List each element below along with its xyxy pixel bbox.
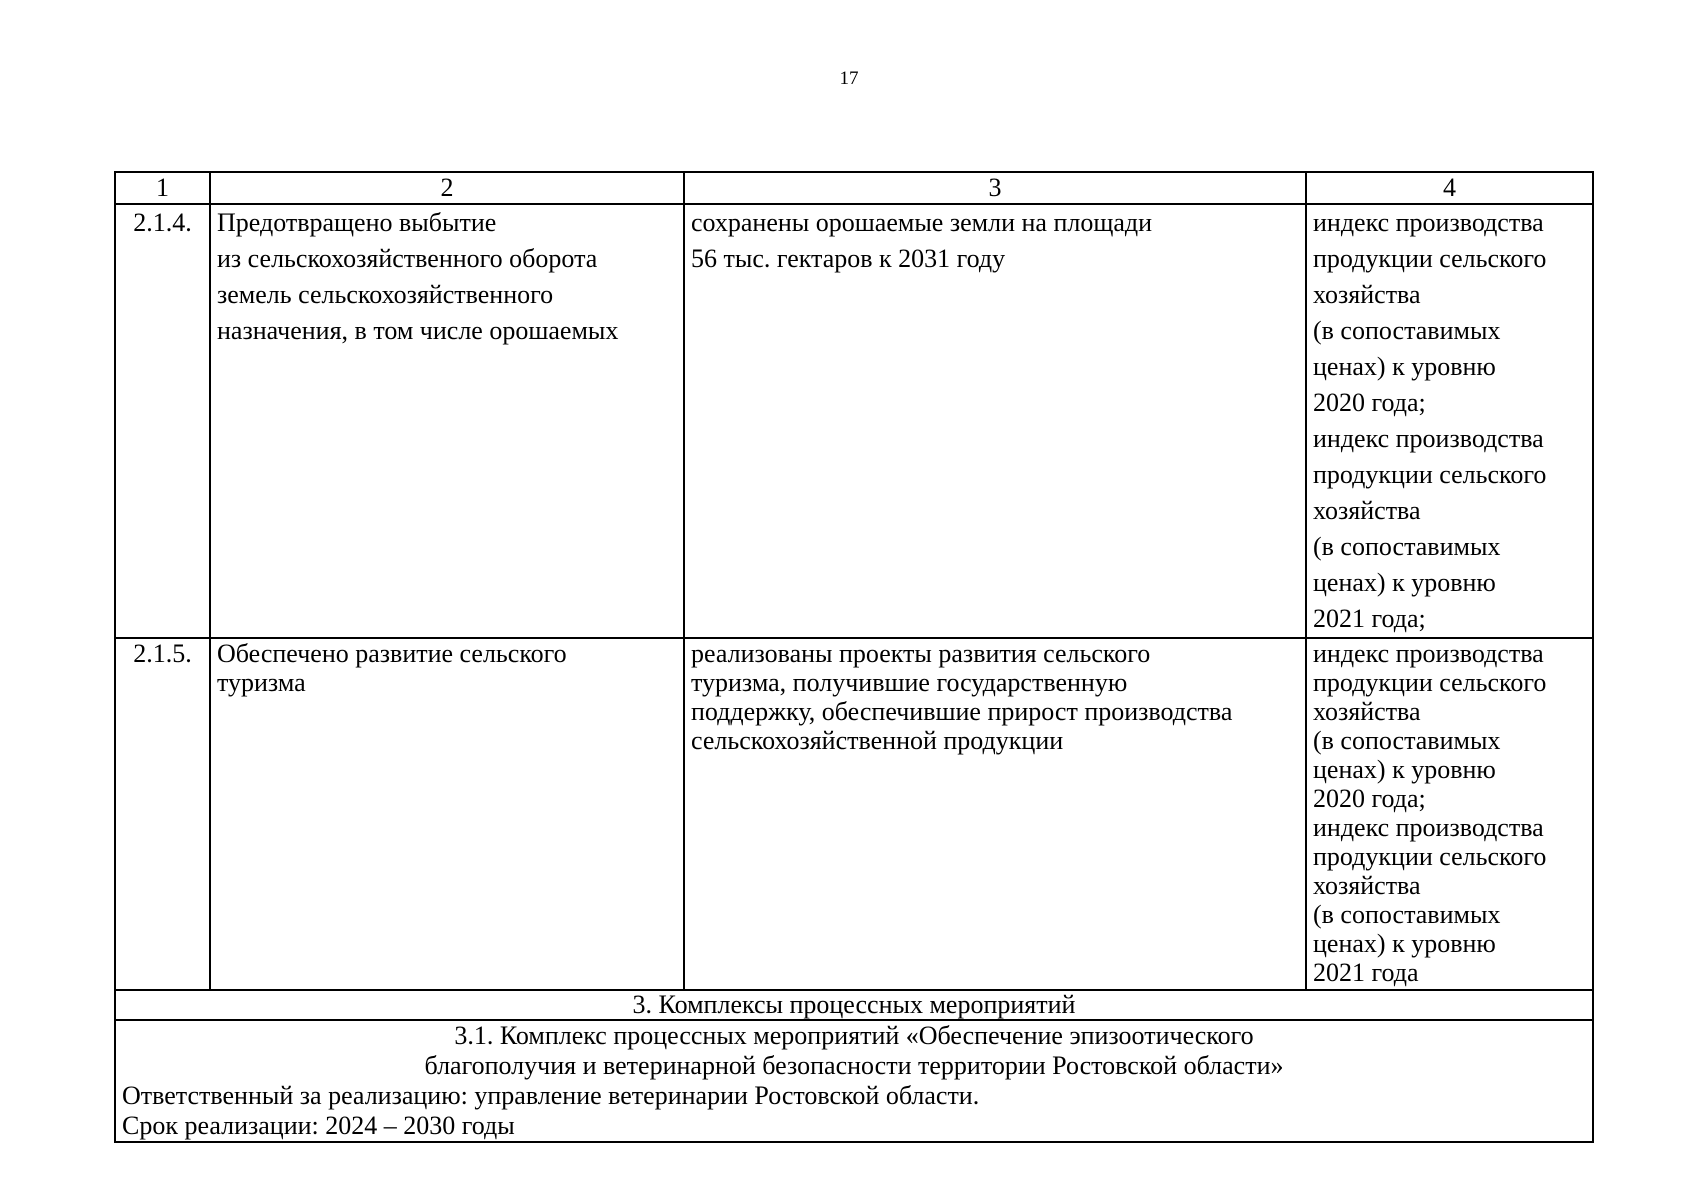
subsection-cell bbox=[115, 1020, 1593, 1142]
header-cell-3: 3 bbox=[684, 172, 1306, 204]
row-number: 2.1.4. bbox=[115, 204, 210, 638]
subsection-title-line1: 3.1. Комплекс процессных мероприятий «Обеспечение эпизоотического bbox=[454, 1021, 1254, 1050]
table-header-row bbox=[115, 172, 1593, 204]
row-number: 2.1.5. bbox=[115, 638, 210, 990]
result-cell: реализованы проекты развития сельского туризма, получившие государственную поддержку, обеспечившие прирост производства сельскохозяйственной продукции bbox=[684, 638, 1306, 990]
subsection-row bbox=[115, 1020, 1593, 1142]
page-number: 17 bbox=[839, 68, 859, 89]
result-cell: сохранены орошаемые земли на площади 56 тыс. гектаров к 2031 году bbox=[684, 204, 1306, 638]
results-table bbox=[114, 171, 1594, 1143]
indicator-cell: индекс производства продукции сельского хозяйства (в сопоставимых ценах) к уровню 2020 года; индекс производства продукции сельского хозяйства (в сопоставимых ценах) к уровню 2021 года; bbox=[1306, 204, 1593, 638]
indicator-cell: индекс производства продукции сельского хозяйства (в сопоставимых ценах) к уровню 2020 года; индекс производства продукции сельского хозяйства (в сопоставимых ценах) к уровню 2021 года bbox=[1306, 638, 1593, 990]
header-cell-1: 1 bbox=[115, 172, 210, 204]
section-title: 3. Комплексы процессных мероприятий bbox=[115, 990, 1593, 1020]
header-cell-2: 2 bbox=[210, 172, 684, 204]
table-row bbox=[115, 204, 1593, 638]
responsible-text: Ответственный за реализацию: управление ветеринарии Ростовской области. bbox=[122, 1081, 980, 1110]
task-cell: Предотвращено выбытие из сельскохозяйственного оборота земель сельскохозяйственного назначения, в том числе орошаемых bbox=[210, 204, 684, 638]
subsection-title-line2: благополучия и ветеринарной безопасности территории Ростовской области» bbox=[424, 1051, 1284, 1080]
period-text: Срок реализации: 2024 – 2030 годы bbox=[122, 1111, 515, 1140]
header-cell-4: 4 bbox=[1306, 172, 1593, 204]
task-cell: Обеспечено развитие сельского туризма bbox=[210, 638, 684, 990]
section-row bbox=[115, 990, 1593, 1020]
table-row bbox=[115, 638, 1593, 990]
